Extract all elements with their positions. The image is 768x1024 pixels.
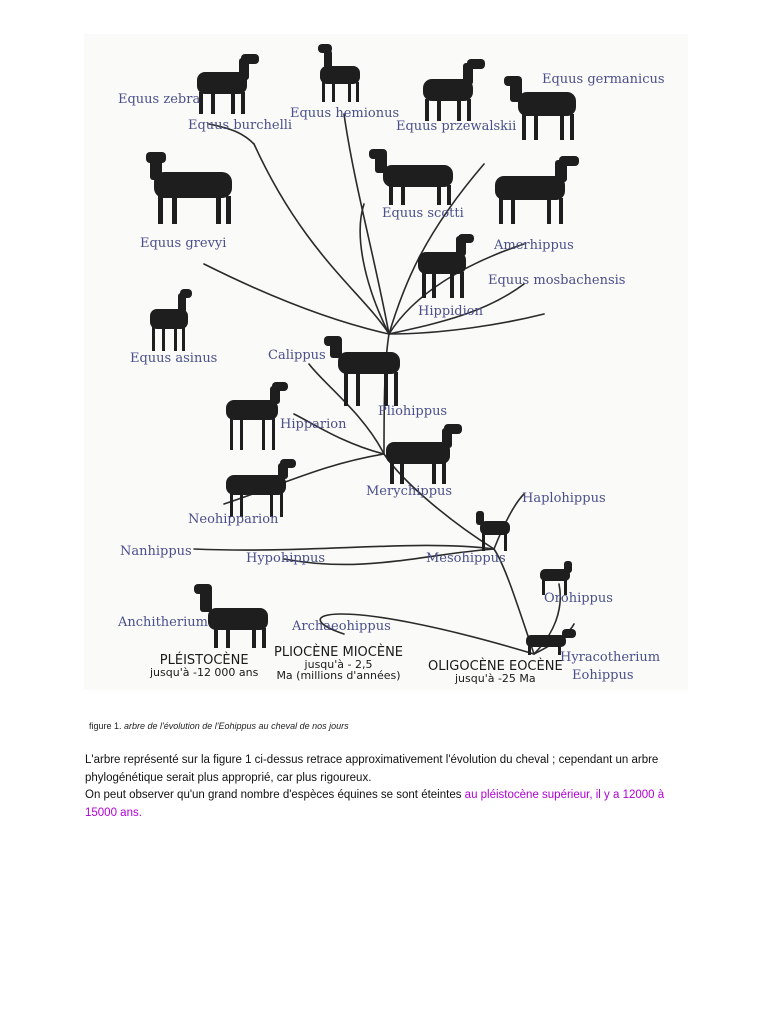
figure-caption [89, 721, 349, 731]
amerhippus-icon [495, 156, 579, 224]
label-equus-scotti: Equus scotti [382, 206, 464, 221]
label-orohippus: Orohippus [544, 591, 613, 606]
era-pleistocene [150, 654, 258, 678]
label-archaeohippus: Archaeohippus [292, 619, 391, 634]
paragraph-2-highlight: au pléistocène supérieur, il y a 12000 à 15000 ans. [85, 789, 665, 819]
label-equus-mosbachensis: Equus mosbachensis [488, 273, 626, 288]
label-hippidion: Hippidion [418, 304, 483, 319]
label-hypohippus: Hypohippus [246, 551, 326, 566]
label-equus-grevyi: Equus grevyi [140, 236, 227, 251]
grevyi-icon [146, 152, 232, 224]
haplohippus-icon [476, 511, 510, 551]
label-equus-hemionus: Equus hemionus [290, 106, 400, 121]
era-pleistocene-title: PLÉISTOCÈNE [159, 653, 249, 668]
caption-text: arbre de l'évolution de l'Eohippus au cheval de nos jours [124, 721, 349, 731]
era-pliocene-sub2: Ma (millions d'années) [276, 669, 401, 682]
przewalskii-icon [423, 59, 485, 121]
era-pliocene-sub1: jusqu'à - 2,5 [304, 658, 373, 671]
scotti-icon [369, 149, 453, 205]
caption-prefix: figure 1. [89, 721, 125, 731]
asinus-icon [150, 289, 192, 351]
label-equus-germanicus: Equus germanicus [542, 72, 665, 87]
paragraph-2-start: On peut observer qu'un grand nombre d'espèces équines se sont éteintes [85, 789, 465, 801]
pliohippus-icon [324, 336, 400, 406]
paragraph-2 [85, 787, 685, 822]
hipparion-icon [226, 382, 288, 450]
label-neohipparion: Neohipparion [188, 512, 279, 527]
paragraph-1: L'arbre représenté sur la figure 1 ci-dessus retrace approximativement l'évolution du cheval ; cependant un arbre phylogénétique serait plus approprié, car plus rigoureux. [85, 754, 659, 784]
label-calippus: Calippus [268, 348, 326, 363]
neohipparion-icon [226, 459, 296, 517]
label-equus-asinus: Equus asinus [130, 351, 218, 366]
hemionus-icon [318, 44, 360, 102]
label-haplohippus: Haplohippus [522, 491, 606, 506]
era-oligocene-sub: jusqu'à -25 Ma [454, 672, 536, 685]
zebra-icon [197, 54, 259, 114]
era-oligocene-title: OLIGOCÈNE EOCÈNE [428, 659, 563, 674]
label-mesohippus: Mesohippus [426, 551, 506, 566]
label-equus-burchelli: Equus burchelli [188, 118, 293, 133]
label-equus-zebra: Equus zebra [118, 92, 201, 107]
orohippus-icon [540, 561, 572, 595]
label-anchitherium: Anchitherium [118, 615, 208, 630]
evolution-tree-figure [84, 34, 688, 690]
label-amerhippus: Amerhippus [494, 238, 574, 253]
body-text [85, 752, 685, 822]
label-hipparion: Hipparion [280, 417, 347, 432]
label-eohippus: Eohippus [572, 668, 634, 683]
era-pliocene-title: PLIOCÈNE MIOCÈNE [274, 645, 404, 660]
era-pliocene [274, 646, 403, 681]
label-hyracotherium: Hyracotherium [560, 650, 661, 665]
label-equus-przewalskii: Equus przewalskii [396, 119, 517, 134]
label-nanhippus: Nanhippus [120, 544, 192, 559]
merychippus-icon [386, 424, 462, 484]
label-pliohippus: Pliohippus [378, 404, 448, 419]
era-pleistocene-sub: jusqu'à -12 000 ans [150, 666, 259, 679]
era-oligocene [428, 660, 563, 684]
label-merychippus: Merychippus [366, 484, 453, 499]
